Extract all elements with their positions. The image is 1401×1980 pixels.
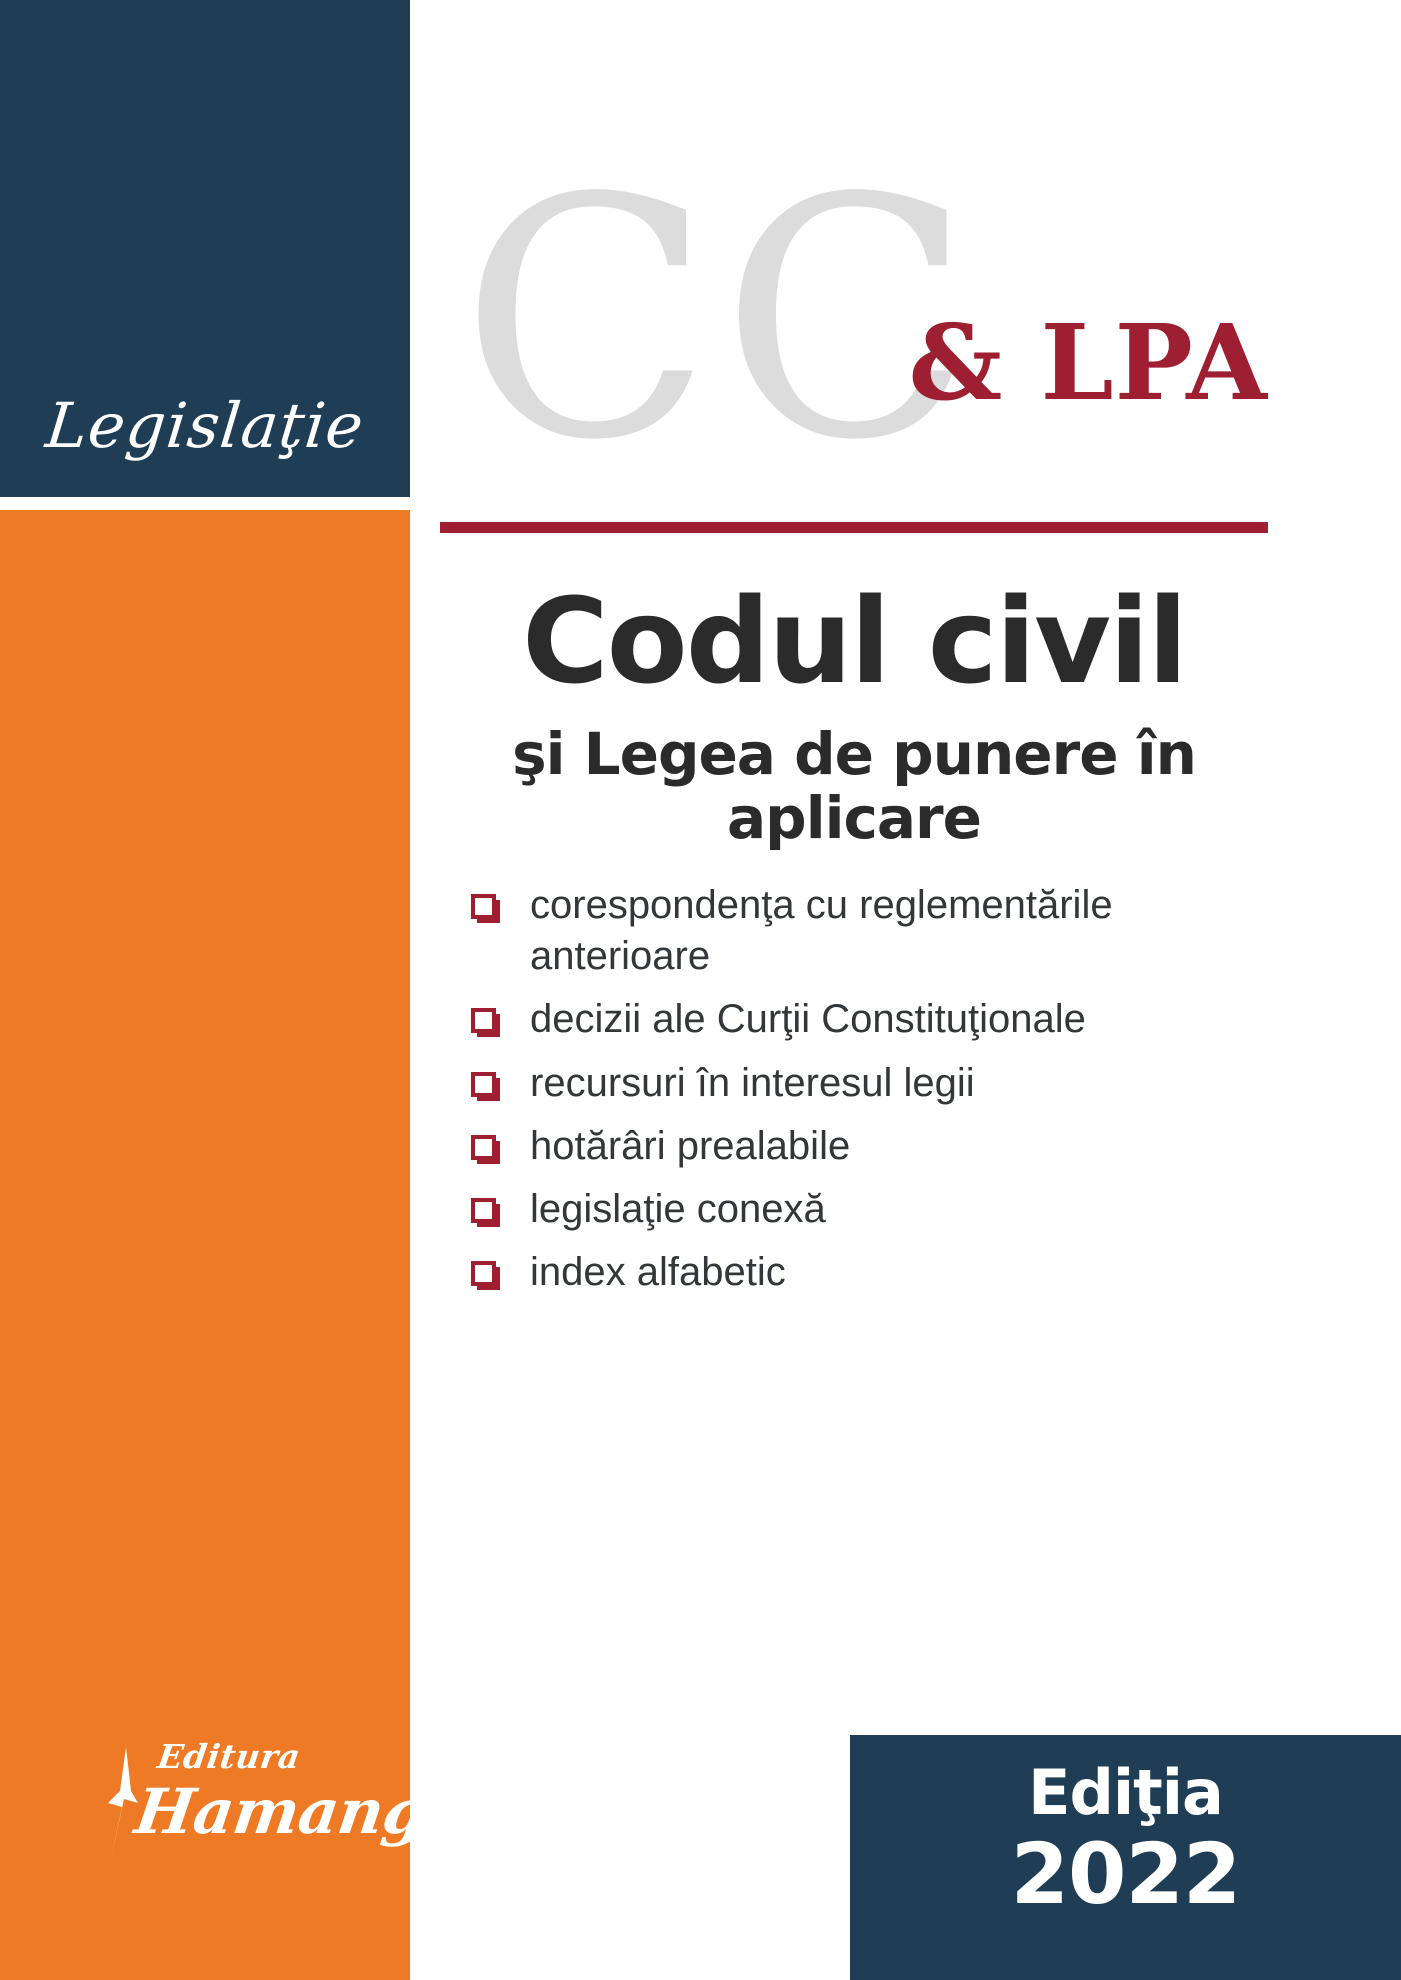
bullet-square-icon bbox=[471, 1261, 496, 1286]
series-banner bbox=[0, 0, 410, 497]
list-item-label: index alfabetic bbox=[530, 1250, 786, 1295]
list-item bbox=[455, 880, 1265, 982]
bullet-square-icon bbox=[471, 1135, 496, 1160]
bullet-square-icon bbox=[471, 1008, 496, 1033]
list-item-label: hotărâri prealabile bbox=[530, 1123, 851, 1168]
bullet-square-icon bbox=[471, 894, 496, 919]
bullet-square-icon bbox=[471, 1198, 496, 1223]
acronym-row bbox=[440, 128, 1268, 512]
edition-label: Ediţia bbox=[1028, 1756, 1223, 1829]
main-content bbox=[440, 0, 1401, 1980]
list-item bbox=[455, 1121, 1265, 1172]
publisher-prefix: Editura bbox=[155, 1737, 304, 1776]
series-label: Legislaţie bbox=[42, 389, 368, 462]
feature-list bbox=[455, 880, 1265, 1310]
bullet-square-icon bbox=[471, 1072, 496, 1097]
publisher-logo bbox=[96, 1735, 499, 1885]
book-title: Codul civil bbox=[522, 572, 1186, 710]
title-divider-rule bbox=[440, 522, 1268, 533]
publisher-name: Hamangiu bbox=[130, 1775, 499, 1848]
list-item bbox=[455, 1184, 1265, 1235]
list-item-label: decizii ale Curţii Constituţionale bbox=[530, 997, 1086, 1042]
list-item bbox=[455, 994, 1265, 1045]
acronym-secondary: & LPA bbox=[908, 301, 1268, 424]
list-item-label: legislaţie conexă bbox=[530, 1186, 826, 1231]
book-subtitle: şi Legea de punere în aplicare bbox=[512, 720, 1196, 852]
edition-year: 2022 bbox=[1010, 1825, 1241, 1924]
list-item bbox=[455, 1247, 1265, 1298]
list-item-label: recursuri în interesul legii bbox=[530, 1060, 975, 1105]
edition-badge bbox=[850, 1735, 1401, 1980]
list-item-label: corespondenţa cu reglementările anterioare bbox=[530, 883, 1113, 979]
list-item bbox=[455, 1058, 1265, 1109]
acronym-primary: CC bbox=[460, 128, 981, 512]
